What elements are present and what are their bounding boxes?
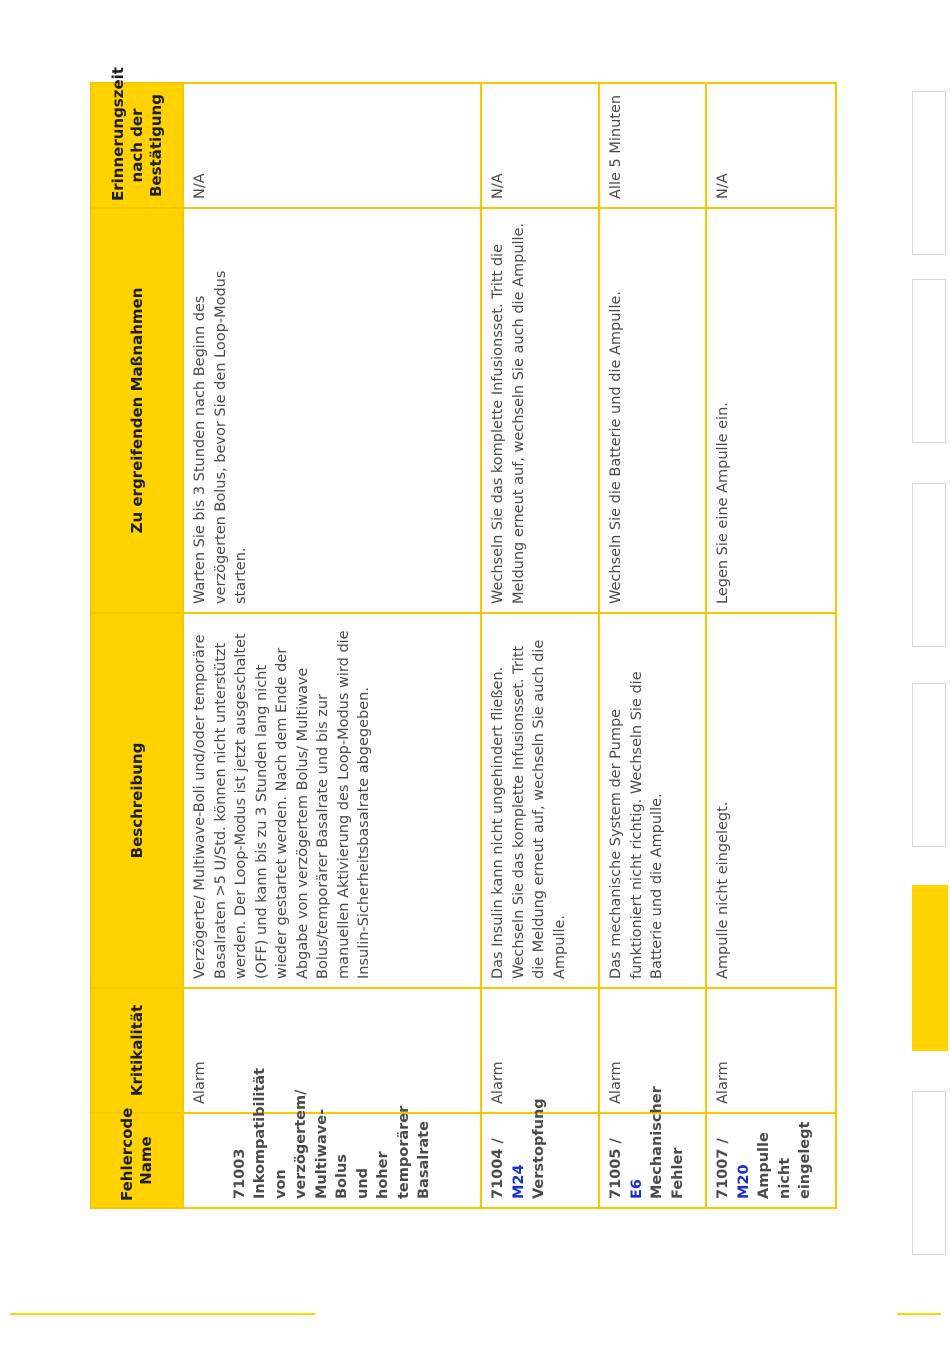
chapter-tab-1[interactable] [912, 91, 946, 255]
chapter-tab-active[interactable] [912, 885, 948, 1051]
header-actions: Zu ergreifenden Maßnahmen [91, 208, 183, 613]
reminder-cell: N/A [183, 83, 481, 208]
criticality-cell: Alarm [481, 988, 599, 1113]
description-cell: Verzögerte/ Multiwave-Boli und/oder temporäre Basalraten >5 U/Std. können nicht unterstützt werden. Der Loop-Modus ist jetzt ausgeschaltet (OFF) und kann bis zu 3 Stunden lang nicht wieder gestartet werden. Nach dem Ende der Abgabe von verzögertem Bolus/ Multiwave Bolus/temporärer Basalrate und bis zur manuellen Aktivierung des Loop-Modus wird die Insulin-Sicherheitsbasalrate abgegeben. [183, 613, 481, 988]
header-description: Beschreibung [91, 613, 183, 988]
error-name: Verstopfung [531, 1098, 547, 1199]
table-row [599, 83, 706, 1208]
error-code: 71004 / M24 [490, 1138, 527, 1199]
chapter-tab-3[interactable] [912, 483, 946, 647]
description-cell: Ampulle nicht eingelegt. [706, 613, 836, 988]
table-header-row [91, 83, 183, 1208]
table-row [183, 83, 481, 1208]
reminder-cell: Alle 5 Minuten [599, 83, 706, 208]
header-name: Fehlercode Name [91, 1113, 183, 1208]
chapter-tab-4[interactable] [912, 683, 946, 847]
reminder-cell: N/A [706, 83, 836, 208]
criticality-cell: Alarm [599, 988, 706, 1113]
actions-cell: Legen Sie eine Ampulle ein. [706, 208, 836, 613]
error-name-cell [599, 1086, 706, 1208]
criticality-cell: Alarm [183, 988, 481, 1113]
error-code-link[interactable]: E6 [628, 1179, 645, 1199]
actions-cell: Warten Sie bis 3 Stunden nach Beginn des verzögerten Bolus, bevor Sie den Loop-Modus starten. [183, 208, 481, 613]
error-code: 71003 [231, 1148, 248, 1199]
actions-cell: Wechseln Sie das komplette Infusionsset. Tritt die Meldung erneut auf, wechseln Sie auch die Ampulle. [481, 208, 599, 613]
reminder-cell: N/A [481, 83, 599, 208]
error-code-table [90, 67, 837, 1209]
header-reminder: Erinnerungszeit nach der Bestätigung [91, 83, 183, 208]
error-code: 71005 / E6 [608, 1138, 645, 1199]
actions-cell: Wechseln Sie die Batterie und die Ampulle. [599, 208, 706, 613]
description-cell: Das mechanische System der Pumpe funktioniert nicht richtig. Wechseln Sie die Batterie und die Ampulle. [599, 613, 706, 988]
error-code-link[interactable]: M20 [735, 1164, 752, 1199]
error-name: Ampulle nicht eingelegt [756, 1121, 813, 1199]
error-name: Mechanischer Fehler [649, 1086, 686, 1199]
description-cell: Das Insulin kann nicht ungehindert fließen. Wechseln Sie das komplette Infusionsset. Tritt die Meldung erneut auf, wechseln Sie auch die Ampulle. [481, 613, 599, 988]
footer-line-left [10, 1313, 315, 1315]
chapter-tab-6[interactable] [912, 1091, 946, 1255]
error-name-cell [481, 1098, 599, 1208]
error-code: 71007 / M20 [715, 1138, 752, 1199]
header-criticality: Kritikalität [91, 988, 183, 1113]
footer-line-right [897, 1313, 941, 1315]
chapter-tab-2[interactable] [912, 279, 946, 443]
error-name: Inkompatibilität von verzögertem/ Multiwave-Bolus und hoher temporärer Basalrate [252, 1067, 432, 1199]
error-code-link[interactable]: M24 [510, 1164, 527, 1199]
table-row [481, 83, 599, 1208]
table-row [706, 83, 836, 1208]
criticality-cell: Alarm [706, 988, 836, 1113]
error-name-cell [706, 1113, 836, 1208]
